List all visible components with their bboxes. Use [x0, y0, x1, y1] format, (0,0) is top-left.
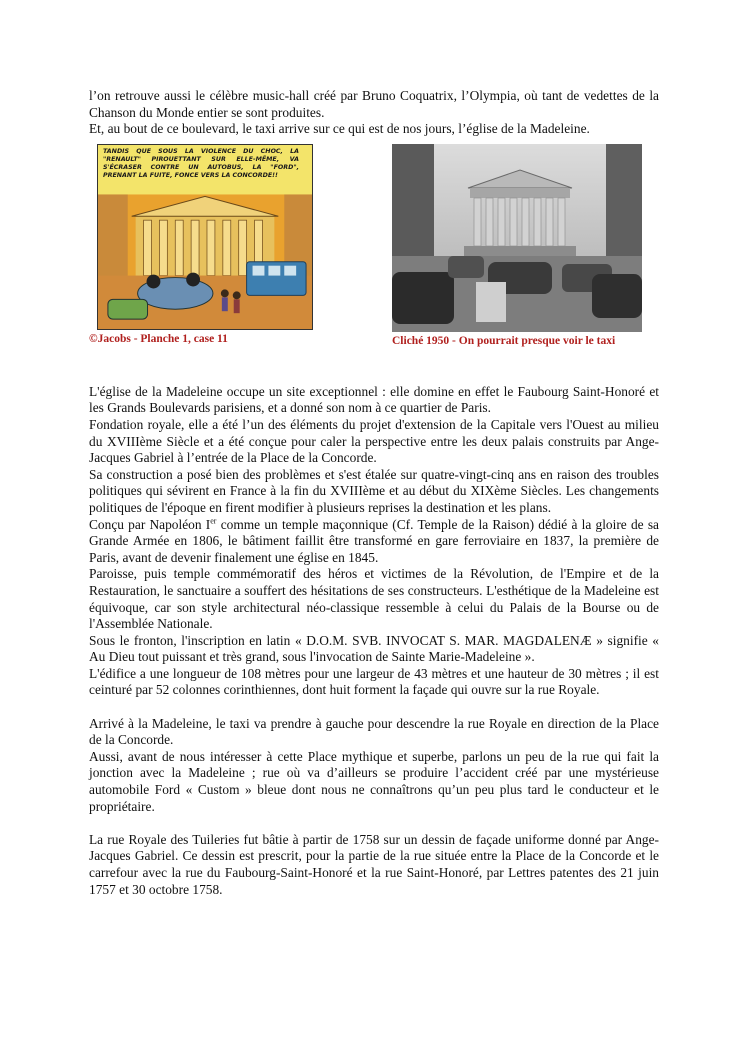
comic-caption: ©Jacobs - Planche 1, case 11 — [89, 332, 228, 345]
document-body — [89, 88, 659, 898]
photo-figure — [392, 144, 642, 348]
figures-row — [89, 144, 659, 376]
paragraph-madeleine-arrival: Et, au bout de ce boulevard, le taxi arrive sur ce qui est de nos jours, l’église de la Madeleine. — [89, 121, 590, 137]
paragraph-rue-royale-intro: Aussi, avant de nous intéresser à cette Place mythique et superbe, parlons un peu de la rue qui fait la jonction avec la Madeleine ; rue où va d’ailleurs se produire l’accident créé par une mystérieuse automobile Ford « Custom » bleue dont nous ne connaîtrons qu’un peu plus tard le conducteur et le propriétaire. — [89, 748, 659, 814]
paragraph-site: L'église de la Madeleine occupe un site exceptionnel : elle domine en effet le Faubourg Saint-Honoré et les Grands Boulevards parisiens, et a donné son nom à ce quartier de Paris. — [89, 383, 659, 416]
paragraph-inscription: Sous le fronton, l'inscription en latin « D.O.M. SVB. INVOCAT S. MAR. MAGDALENÆ » signifie « Au Dieu tout puissant et très grand, sous l'invocation de Sainte Marie-Madeleine ». — [89, 632, 659, 665]
paragraph-olympia: l’on retrouve aussi le célèbre music-hall créé par Bruno Coquatrix, l’Olympia, où tant de vedettes de la Chanson du Monde entier se sont produites. — [89, 88, 659, 120]
paragraph-dimensions: L'édifice a une longueur de 108 mètres pour une largeur de 43 mètres et une hauteur de 30 mètres ; il est ceinturé par 52 colonnes corinthiennes, dont huit forment la façade qui ouvre sur la rue Royale. — [89, 665, 659, 698]
paragraph-taxi-turn: Arrivé à la Madeleine, le taxi va prendre à gauche pour descendre la rue Royale en direction de la Place de la Concorde. — [89, 715, 659, 748]
paragraph-gap — [89, 699, 659, 716]
paragraph-construction: Sa construction a posé bien des problèmes et s'est étalée sur quatre-vingt-cinq ans en raison des troubles politiques qui sévirent en France à la fin du XVIIIème et au début du XIXème Siècles. Les changements politiques de l'époque en firent modifier à plusieurs reprises la destination et les plans. — [89, 466, 659, 515]
napoleon-superscript: er — [210, 516, 217, 526]
madeleine-photo-image — [392, 144, 642, 332]
paragraph-foundation: Fondation royale, elle a été l’un des éléments du projet d'extension de la Capitale vers l'Ouest au milieu du XVIIIème Siècle et a été conçue pour caler la perspective entre les deux palais construits par Ange-Jacques Gabriel à l’entrée de la Place de la Concorde. — [89, 416, 659, 466]
comic-speech-text: TANDIS QUE SOUS LA VIOLENCE DU CHOC, LA "RENAULT" PIROUETTANT SUR ELLE-MÊME, VA S'ÉCRASER CONTRE UN AUTOBUS, LA "FORD", PRENANT LA FUITE, FONCE VERS LA CONCORDE!! — [103, 147, 299, 179]
photo-caption: Cliché 1950 - On pourrait presque voir le taxi — [392, 334, 616, 347]
paragraph-napoleon — [89, 517, 659, 567]
paragraph-gap — [89, 815, 659, 832]
paragraph-parish: Paroisse, puis temple commémoratif des héros et victimes de la Révolution, de l'Empire et de la Restauration, le sanctuaire a souffert des hésitations de ses constructeurs. L'esthétique de la Madeleine est équivoque, car son style architectural néo-classique ressemble à celui du Palais de la Bourse ou de l'Assemblée Nationale. — [89, 566, 659, 632]
napoleon-text-end: comme un temple maçonnique (Cf. Temple de la Raison) dédié à la gloire de sa Grande Armée en 1806, le bâtiment faillit être transformé en gare ferroviaire en 1837, la première de Paris, avant de devenir finalement une église en 1845. — [89, 516, 659, 565]
comic-figure — [89, 144, 313, 346]
napoleon-text-start: Conçu par Napoléon I — [89, 516, 211, 532]
paragraph-rue-royale-history: La rue Royale des Tuileries fut bâtie à partir de 1758 sur un dessin de façade uniforme donné par Ange-Jacques Gabriel. Ce dessin est prescrit, pour la partie de la rue située entre la Place de la Concorde et le carrefour avec la rue du Faubourg-Saint-Honoré et la rue Saint-Honoré, par Lettres patentes des 21 juin 1757 et 30 octobre 1758. — [89, 831, 659, 897]
